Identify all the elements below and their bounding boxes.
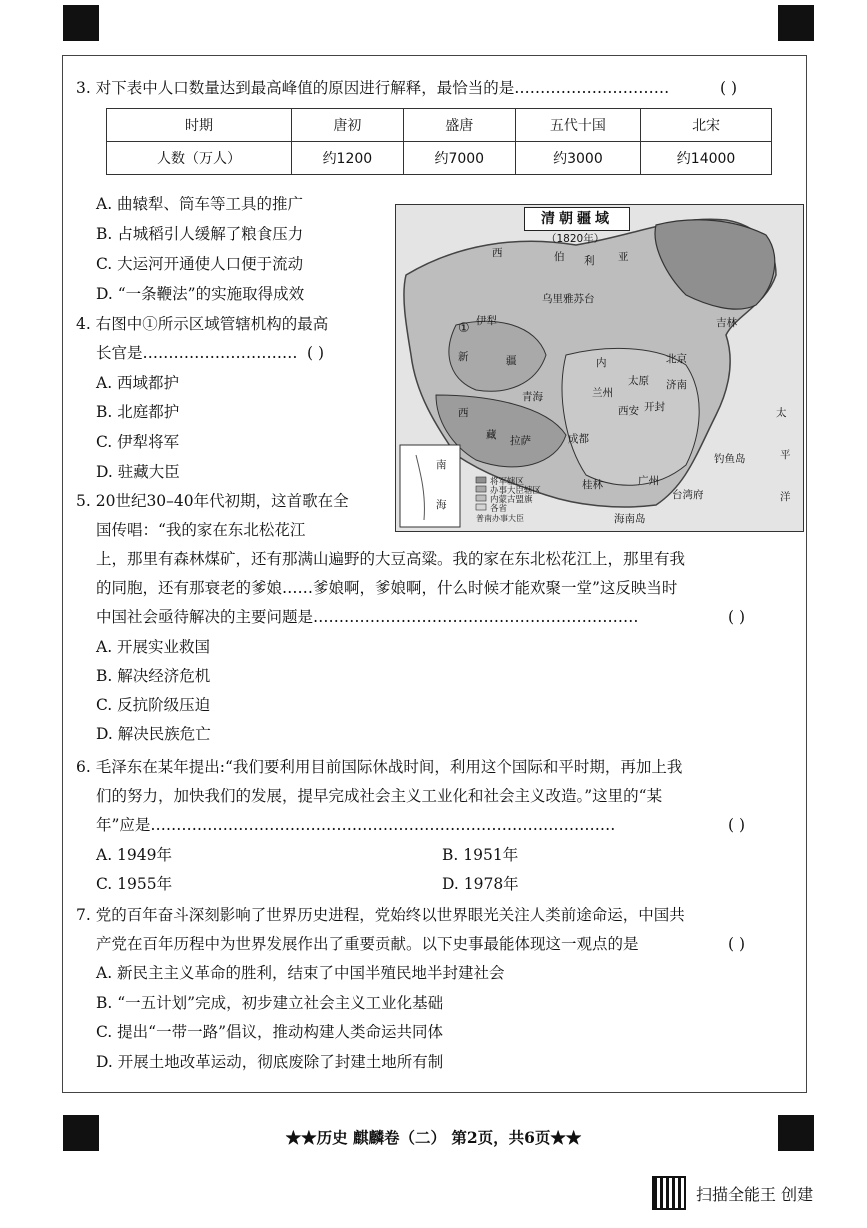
map-title: 清朝疆域 <box>524 207 630 231</box>
table-cell: 约7000 <box>403 142 515 175</box>
q5-option-b[interactable]: B. 解决经济危机 <box>96 667 211 685</box>
map-label: 洋 <box>780 491 791 503</box>
map-label: 西安 <box>618 405 639 417</box>
map-legend-item: 各省 <box>490 504 508 514</box>
map-legend-item: 办事大臣辖区 <box>490 486 542 496</box>
table-row <box>107 142 772 175</box>
q3-answer-paren: ( ) <box>720 79 738 97</box>
map-label: 南 <box>436 459 447 471</box>
table-cell: 约1200 <box>291 142 403 175</box>
map-label: 青海 <box>522 391 543 403</box>
map-label: 吉林 <box>716 317 737 329</box>
page-footer: ★★历史 麒麟卷（二） 第2页，共6页★★ <box>285 1128 582 1147</box>
map-legend-item: 将军辖区 <box>490 477 525 487</box>
q7-option-a[interactable]: A. 新民主主义革命的胜利，结束了中国半殖民地半封建社会 <box>96 964 505 982</box>
map-label: 亚 <box>618 251 629 263</box>
table-cell: 约14000 <box>641 142 772 175</box>
map-year: （1820年） <box>546 233 605 245</box>
registration-mark-top-left <box>63 5 99 41</box>
map-label: 开封 <box>644 401 665 413</box>
map-label: 太原 <box>628 375 649 387</box>
q5-option-c[interactable]: C. 反抗阶级压迫 <box>96 696 211 714</box>
q6-answer-paren: ( ) <box>728 816 746 834</box>
q7-option-c[interactable]: C. 提出“一带一路”倡议，推动构建人类命运共同体 <box>96 1023 444 1041</box>
q3-option-d[interactable]: D. “一条鞭法”的实施取得成效 <box>96 285 305 303</box>
q7-option-b[interactable]: B. “一五计划”完成，初步建立社会主义工业化基础 <box>96 994 444 1012</box>
q4-option-a[interactable]: A. 西域都护 <box>96 374 180 392</box>
q4-option-d[interactable]: D. 驻藏大臣 <box>96 463 180 481</box>
map-label: 济南 <box>666 379 687 391</box>
map-label: 疆 <box>506 355 517 367</box>
q5-option-a[interactable]: A. 开展实业救国 <box>96 638 211 656</box>
q6-option-b[interactable]: B. 1951年 <box>442 846 519 864</box>
q4-option-c[interactable]: C. 伊犁将军 <box>96 433 180 451</box>
map-label: 兰州 <box>592 387 613 399</box>
scanner-watermark <box>652 1175 813 1211</box>
table-header-cell: 五代十国 <box>515 109 640 142</box>
q6-option-a[interactable]: A. 1949年 <box>96 846 172 864</box>
q3-option-c[interactable]: C. 大运河开通使人口便于流动 <box>96 255 304 273</box>
map-marker-1: ① <box>458 321 470 336</box>
qr-code-icon <box>652 1176 686 1210</box>
q5-stem-line1: 5. 20世纪30–40年代初期，这首歌在全 <box>76 492 349 510</box>
map-label: 拉萨 <box>510 435 531 447</box>
table-cell: 人数（万人） <box>107 142 292 175</box>
table-header-cell: 时期 <box>107 109 292 142</box>
map-label: 广州 <box>638 475 659 487</box>
map-label: 新 <box>458 351 469 363</box>
q5-answer-paren: ( ) <box>728 608 746 626</box>
map-label: 乌里雅苏台 <box>542 293 595 305</box>
qing-territory-map <box>395 204 804 532</box>
registration-mark-top-right <box>778 5 814 41</box>
q7-stem-line1: 7. 党的百年奋斗深刻影响了世界历史进程，党始终以世界眼光关注人类前途命运，中国共 <box>76 906 685 924</box>
q4-answer-paren: ( ) <box>307 344 325 362</box>
map-label: 伊犁 <box>476 315 497 327</box>
q3-stem: 3. 对下表中人口数量达到最高峰值的原因进行解释，最恰当的是………………………… <box>76 79 670 97</box>
map-label: 平 <box>780 449 791 461</box>
q6-stem-line2: 们的努力，加快我们的发展，提早完成社会主义工业化和社会主义改造。”这里的“某 <box>96 787 663 805</box>
q6-option-d[interactable]: D. 1978年 <box>442 875 519 893</box>
table-cell: 约3000 <box>515 142 640 175</box>
table-header-cell: 北宋 <box>641 109 772 142</box>
q7-stem-line2: 产党在百年历程中为世界发展作出了重要贡献。以下史事最能体现这一观点的是 <box>96 935 639 953</box>
map-label: 北京 <box>666 353 687 365</box>
q4-option-b[interactable]: B. 北庭都护 <box>96 403 180 421</box>
q4-stem-line1: 4. 右图中①所示区域管辖机构的最高 <box>76 315 329 333</box>
map-label: 太 <box>776 407 787 419</box>
map-label: 西 <box>458 407 469 419</box>
map-label: 西 <box>492 247 503 259</box>
map-label: 桂林 <box>582 479 603 491</box>
q6-stem-line1: 6. 毛泽东在某年提出:“我们要利用目前国际休战时间，利用这个国际和平时期，再加上我 <box>76 758 683 776</box>
q5-stem-line3: 上，那里有森林煤矿，还有那满山遍野的大豆高粱。我的家在东北松花江上，那里有我 <box>96 550 686 568</box>
map-label: 成都 <box>568 433 589 445</box>
map-legend-item: 内蒙古盟旗 <box>490 495 533 505</box>
map-label: 利 <box>584 255 595 267</box>
map-label: 台湾府 <box>672 489 704 501</box>
map-label: 藏 <box>486 429 497 441</box>
q5-option-d[interactable]: D. 解决民族危亡 <box>96 725 211 743</box>
q5-stem-line5: 中国社会亟待解决的主要问题是……………………………………………………… <box>96 608 639 626</box>
q3-option-b[interactable]: B. 占城稻引人缓解了粮食压力 <box>96 225 304 243</box>
table-header-cell: 唐初 <box>291 109 403 142</box>
q7-option-d[interactable]: D. 开展土地改革运动，彻底废除了封建土地所有制 <box>96 1053 444 1071</box>
q6-option-c[interactable]: C. 1955年 <box>96 875 173 893</box>
map-label: 钓鱼岛 <box>714 453 746 465</box>
scanner-text: 扫描全能王 创建 <box>696 1184 814 1204</box>
table-row <box>107 109 772 142</box>
q4-stem-line2: 长官是………………………… <box>96 344 298 362</box>
table-header-cell: 盛唐 <box>403 109 515 142</box>
q5-stem-line2: 国传唱：“我的家在东北松花江 <box>96 521 306 539</box>
map-label: 海南岛 <box>614 513 646 525</box>
map-label: 内 <box>596 357 607 369</box>
q6-stem-line3: 年”应是……………………………………………………………………………… <box>96 816 616 834</box>
map-label: 伯 <box>554 251 565 263</box>
q7-answer-paren: ( ) <box>728 935 746 953</box>
map-label: 普南办事大臣 <box>476 514 524 523</box>
q5-stem-line4: 的同胞，还有那衰老的爹娘……爹娘啊，爹娘啊，什么时候才能欢聚一堂”这反映当时 <box>96 579 678 597</box>
map-label: 海 <box>436 499 447 511</box>
q3-option-a[interactable]: A. 曲辕犁、筒车等工具的推广 <box>96 195 304 213</box>
population-table <box>106 108 772 175</box>
